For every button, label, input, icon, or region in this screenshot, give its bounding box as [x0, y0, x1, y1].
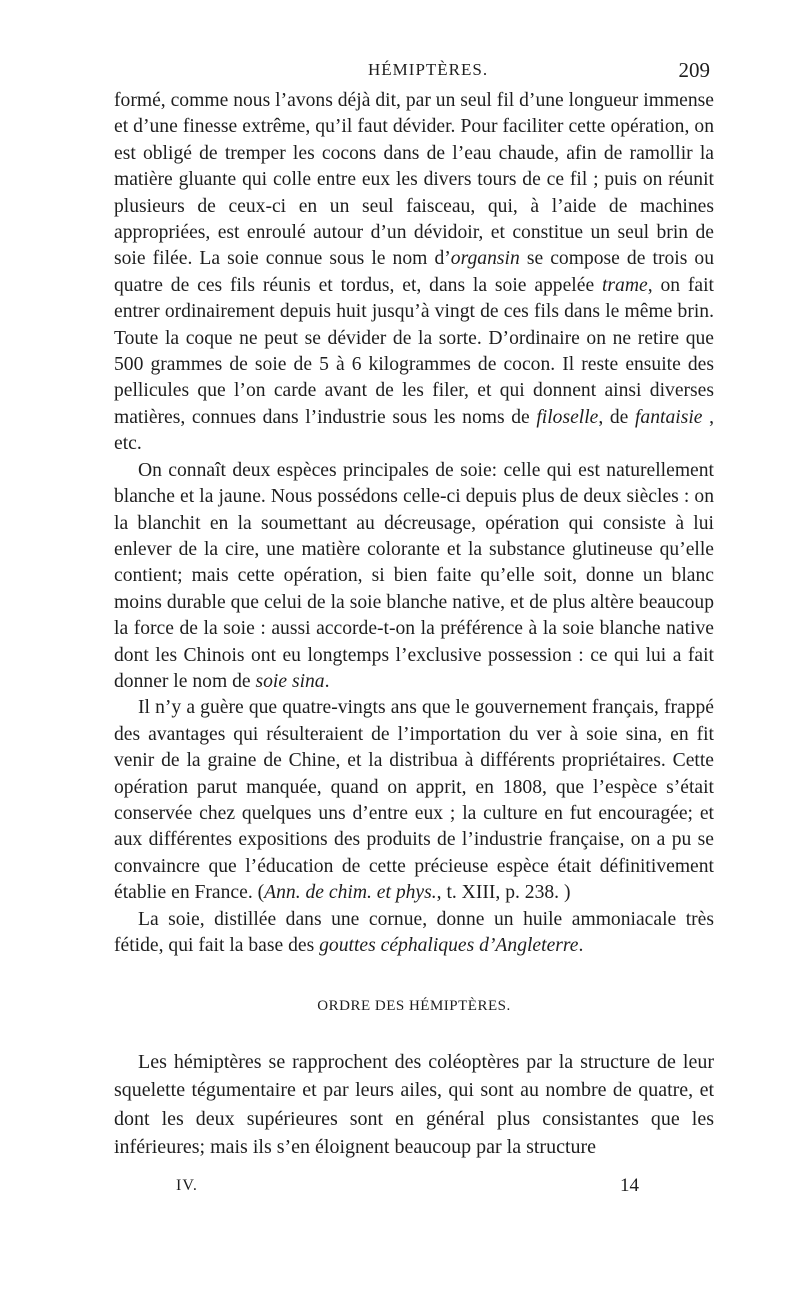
signature-mark: 14 [620, 1175, 639, 1196]
paragraph: formé, comme nous l’avons déjà dit, par un seul fil d’une longueur immense et d’une finesse extrême, qu’il faut dévider. Pour faciliter cette opération, on est obligé de tremper les cocons dans de l’eau chaude, afin de ramollir la matière gluante qui colle entre eux les divers tours de ce fil ; puis on réunit plusieurs de ceux-ci en un seul faisceau, qui, à l’aide de machines appropriées, est enroulé autour d’un dévidoir, et constitue un seul brin de soie filée. La soie connue sous le nom d’organsin se compose de trois ou quatre de ces fils réunis et tordus, et, dans la soie appelée trame, on fait entrer ordinairement depuis huit jusqu’à vingt de ces fils dans le même brin. Toute la coque ne peut se dévider de la sorte. D’ordinaire on ne retire que 500 grammes de soie de 5 à 6 kilogrammes de cocon. Il reste ensuite des pellicules que l’on carde avant de les filer, et qui donnent ainsi diverses matières, connues dans l’industrie sous les noms de filoselle, de fantaisie , etc. [114, 90, 715, 455]
section-body [114, 1048, 714, 1162]
paragraph: La soie, distillée dans une cornue, donne un huile ammoniacale très fétide, qui fait la base des gouttes céphaliques d’Angleterre. [114, 908, 714, 956]
paragraph: On connaît deux espèces principales de soie: celle qui est naturellement blanche et la jaune. Nous possédons celle-ci depuis plus de deux siècles : on la blanchit en la soumettant au décreusage, opération qui consiste à lui enlever de la cire, une matière colorante et la substance glutineuse qu’elle contient; mais cette opération, si bien faite qu’elle soit, donne un blanc moins durable que celui de la soie blanche native, et de plus altère beaucoup la force de la soie : aussi accorde-t-on la préférence à la soie blanche native dont les Chinois ont eu longtemps l’exclusive possession : ce qui lui a fait donner le nom de soie sina. [114, 459, 714, 692]
paragraph: Il n’y a guère que quatre-vingts ans que le gouvernement français, frappé des avantages qui résulteraient de l’importation du ver à soie sina, en fit venir de la graine de Chine, et la distribua à différents propriétaires. Cette opération parut manquée, quand on apprit, en 1808, que l’espèce s’était conservée chez quelques uns d’entre eux ; la culture en fut encouragée; et aux différentes expositions des produits de l’industrie française, on a pu se convaincre que l’éducation de cette précieuse espèce était définitivement établie en France. (Ann. de chim. et phys., t. XIII, p. 238. ) [114, 697, 714, 904]
page-number: 209 [678, 58, 710, 82]
body-text [114, 88, 714, 1162]
volume-number: IV. [176, 1177, 198, 1194]
running-title: HÉMIPTÈRES. [368, 60, 489, 79]
page-footer [0, 1177, 800, 1207]
section-heading: ORDRE DES HÉMIPTÈRES. [317, 998, 511, 1015]
paragraph: Les hémiptères se rapprochent des coléoptères par la structure de leur squelette tégumentaire et par leurs ailes, qui sont au nombre de quatre, et dont les deux supérieures sont en général plus consistantes que les inférieures; mais ils s’en éloignent beaucoup par la structure [114, 1050, 714, 1159]
running-head [0, 58, 800, 88]
